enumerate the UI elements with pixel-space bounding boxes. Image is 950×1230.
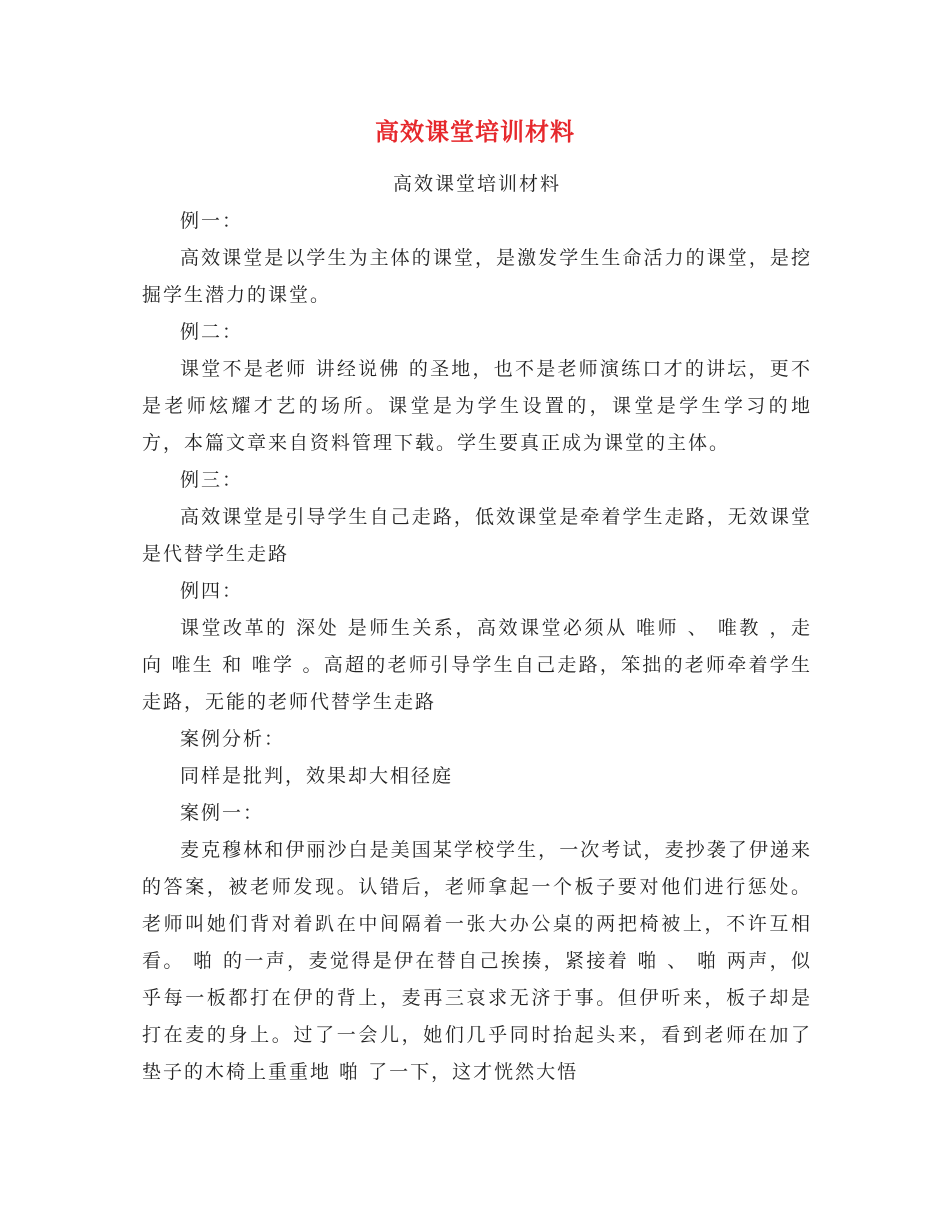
paragraph: 课堂改革的 深处 是师生关系，高效课堂必须从 唯师 、 唯教 ，走向 唯生 和 唯学 。高超的老师引导学生自己走路，笨拙的老师牵着学生走路，无能的老师代替学生走路 (142, 617, 812, 713)
document-title: 高效课堂培训材料 (375, 117, 575, 146)
paragraph-case-analysis-heading: 案例分析： (180, 728, 286, 750)
document-body (142, 166, 812, 1091)
paragraph-example-1-heading: 例一： (180, 210, 244, 232)
paragraph: 高效课堂是以学生为主体的课堂，是激发学生生命活力的课堂，是挖掘学生潜力的课堂。 (142, 247, 812, 306)
paragraph-example-2-heading: 例二： (180, 321, 244, 343)
paragraph: 同样是批判，效果却大相径庭 (180, 765, 454, 787)
paragraph: 课堂不是老师 讲经说佛 的圣地，也不是老师演练口才的讲坛，更不是老师炫耀才艺的场所。课堂是为学生设置的，课堂是学生学习的地方，本篇文章来自资料管理下载。学生要真正成为课堂的主体。 (142, 358, 812, 454)
paragraph: 高效课堂是引导学生自己走路，低效课堂是牵着学生走路，无效课堂是代替学生走路 (142, 506, 812, 565)
paragraph-example-3-heading: 例三： (180, 469, 244, 491)
document-subtitle: 高效课堂培训材料 (392, 173, 561, 195)
paragraph-case-1-heading: 案例一： (180, 802, 265, 824)
paragraph: 麦克穆林和伊丽沙白是美国某学校学生，一次考试，麦抄袭了伊递来的答案，被老师发现。认错后，老师拿起一个板子要对他们进行惩处。老师叫她们背对着趴在中间隔着一张大办公桌的两把椅被上，不许互相看。 啪 的一声，麦觉得是伊在替自己挨揍，紧接着 啪 、 啪 两声，似乎每一板都打在伊的背上，麦再三哀求无济于事。但伊听来，板子却是打在麦的身上。过了一会儿，她们几乎同时抬起头来，看到老师在加了垫子的木椅上重重地 啪 了一下，这才恍然大悟 (142, 839, 812, 1083)
paragraph-example-4-heading: 例四： (180, 580, 244, 602)
